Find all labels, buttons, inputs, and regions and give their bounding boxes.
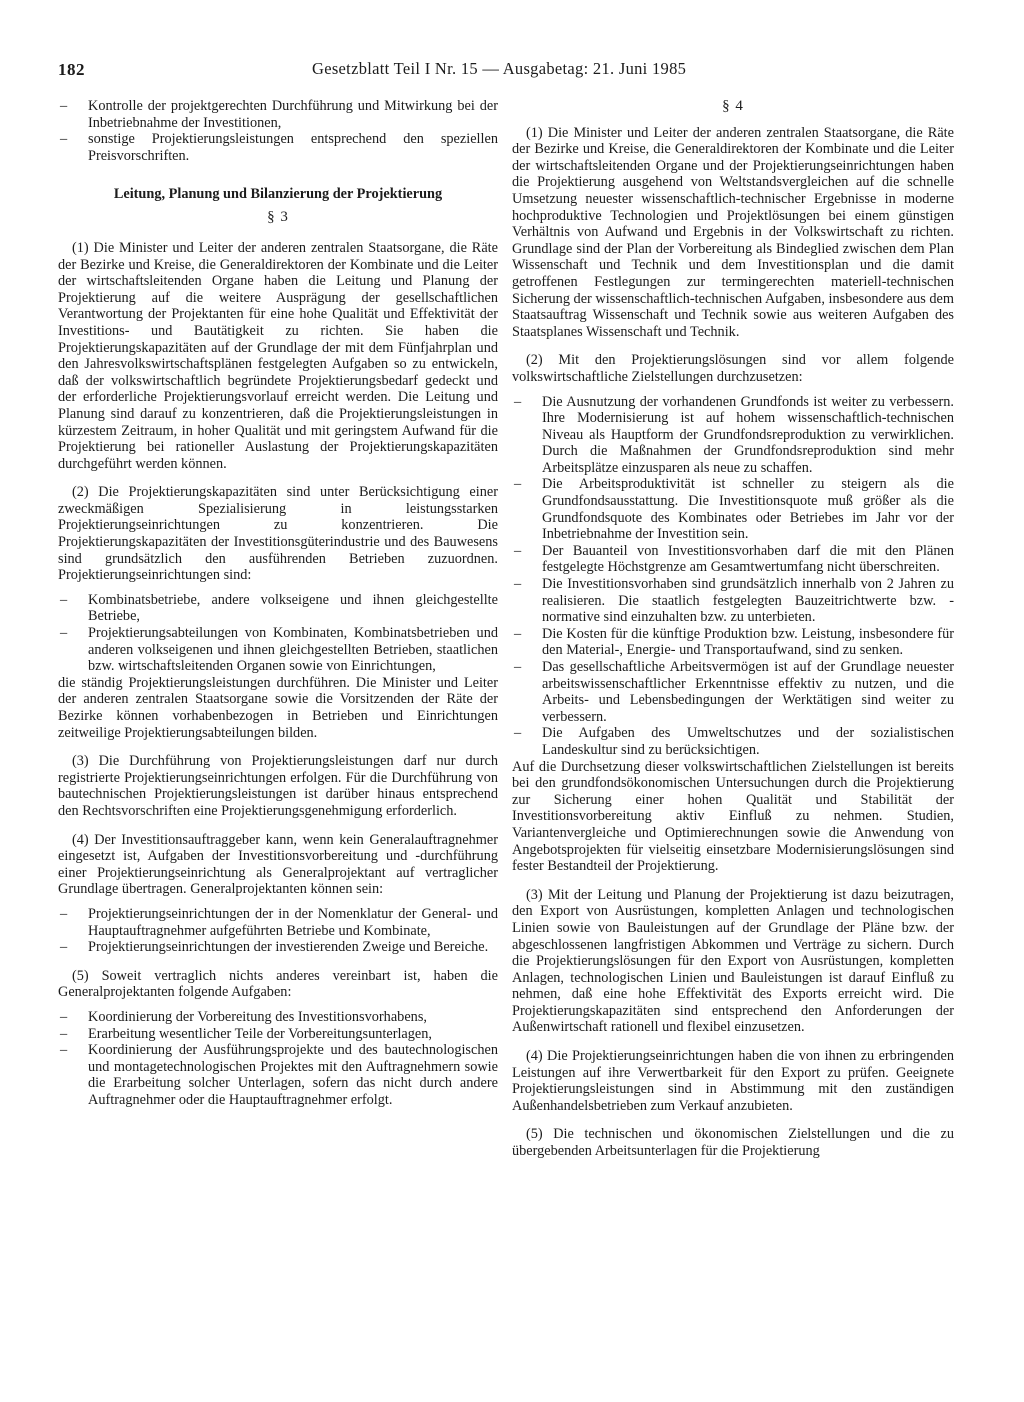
list-3-4 — [58, 906, 498, 956]
paragraph-4-2: (2) Mit den Projektierungslösungen sind vor allem folgende volkswirtschaftliche Zielstellungen durchzusetzen: — [512, 352, 954, 385]
section-number: § 4 — [722, 98, 744, 114]
section-heading: Leitung, Planung und Bilanzierung der Projektierung — [113, 186, 443, 203]
paragraph-3-3: (3) Die Durchführung von Projektierungsleistungen darf nur durch registrierte Projektierungseinrichtungen erfolgen. Für die Durchführung von bautechnischen Projektierungsleistungen ist darüber hinaus entsprechend den Rechtsvorschriften eine Projektierungsgenehmigung erforderlich. — [58, 753, 498, 819]
list-item: – Erarbeitung wesentlicher Teile der Vorbereitungsunterlagen, — [58, 1026, 498, 1043]
paragraph-3-2-cont: die ständig Projektierungsleistungen durchführen. Die Minister und Leiter der anderen zentralen Staatsorgane sowie die Vorsitzenden der Räte der Bezirke können vorhabenbezogen in Betrieben und Einrichtungen zeitweilige Projektierungsabteilungen bilden. — [58, 674, 498, 741]
paragraph-4-3: (3) Mit der Leitung und Planung der Projektierung ist dazu beizutragen, den Export von Ausrüstungen, kompletten Anlagen und technologischen Linien sowie von Bauleistungen auf der Grundlage der Pläne bzw. der abgeschlossenen langfristigen Abkommen und Verträge zu sichern. Durch die Projektierungslösungen für den Export von Ausrüstungen, kompletten Anlagen, technologischen Linien und Bauleistungen ist darauf Einfluß zu nehmen, daß eine hohe Effektivität des Exports erreicht wird. Die Projektierungskapazitäten sind entsprechend den Anforderungen der Außenwirtschaft rationell und flexibel einzusetzen. — [512, 886, 954, 1036]
list-item: – Die Kosten für die künftige Produktion bzw. Leistung, insbesondere für den Material-, Energie- und Transportaufwand, sind zu senken. — [512, 626, 954, 659]
list-item: – Das gesellschaftliche Arbeitsvermögen ist auf der Grundlage neuester arbeitswissenschaftlicher Erkenntnisse effektiv zu nutzen, und die Arbeits- und Lebensbedingungen der Werktätigen sind weiter zu verbessern. — [512, 659, 954, 725]
top-list — [58, 98, 498, 164]
paragraph-3-1: (1) Die Minister und Leiter der anderen zentralen Staatsorgane, die Räte der Bezirke und Kreise, die Generaldirektoren der Kombinate und die Leiter der wirtschaftsleitenden Organe haben die Leitung und Planung der Projektierung auf die weitere Ausprägung der gesellschaftlichen Verantwortung der Projektanten für eine hohe Qualität und Effektivität der Investitions- und Bautätigkeit zu richten. Sie haben die Projektierungskapazitäten auf der Grundlage der mit dem Fünfjahrplan und den Jahresvolkswirtschaftsplänen festgelegten Aufgaben so zu entwickeln, daß der volkswirtschaftlich begründete Projektierungsbedarf gedeckt und der erforderliche Projektierungsvorlauf erreicht werden. Die Leitung und Planung sind darauf zu konzentrieren, daß die Projektierungsleistungen in kürzestem Zeitraum, in hoher Qualität und mit geringstem Aufwand für die Projektierung bei rationeller Auslastung der Projektierungskapazitäten durchgeführt werden können. — [58, 239, 498, 472]
right-column — [512, 98, 954, 1172]
paragraph-4-5: (5) Die technischen und ökonomischen Zielstellungen und die zu übergebenden Arbeitsunterlagen für die Projektierung — [512, 1126, 954, 1160]
list-item: – Koordinierung der Ausführungsprojekte und des bautechnologischen und montagetechnologischen Projektes mit den Auftragnehmern sowie die Erarbeitung solcher Unterlagen, sofern das nicht durch andere Auftragnehmer oder die Hauptauftragnehmer erfolgt. — [58, 1042, 498, 1108]
list-3-5 — [58, 1009, 498, 1109]
list-item: – Kontrolle der projektgerechten Durchführung und Mitwirkung bei der Inbetriebnahme der Investitionen, — [58, 98, 498, 131]
list-item: – Projektierungseinrichtungen der in der Nomenklatur der General- und Hauptauftragnehmer aufgeführten Betriebe und Kombinate, — [58, 906, 498, 939]
list-item: – Projektierungsabteilungen von Kombinaten, Kombinatsbetrieben und anderen volkseigenen und ihnen gleichgestellten Betrieben, staatlichen bzw. wirtschaftsleitenden Organen sowie von Einrichtungen, — [58, 625, 498, 675]
list-item: – Die Investitionsvorhaben sind grundsätzlich innerhalb von 2 Jahren zu realisieren. Die staatlich festgelegten Bauzeitrichtwerte bzw. -normative sind einzuhalten bzw. zu unterbieten. — [512, 576, 954, 626]
list-item: – Die Arbeitsproduktivität ist schneller zu steigern als die Grundfondsausstattung. Die Investitionsquote muß größer als die Grundfondsquote des Kombinates oder Betriebes im Jahr vor der Inbetriebnahme der Investition sein. — [512, 476, 954, 542]
list-item: – Koordinierung der Vorbereitung des Investitionsvorhabens, — [58, 1009, 498, 1026]
list-4-2 — [512, 394, 954, 759]
list-item: – Die Aufgaben des Umweltschutzes und der sozialistischen Landeskultur sind zu berücksichtigen. — [512, 725, 954, 758]
paragraph-3-2: (2) Die Projektierungskapazitäten sind unter Berücksichtigung einer zweckmäßigen Spezialisierung in leistungsstarken Projektierungseinrichtungen zu konzentrieren. Die Projektierungskapazitäten der Investitionsgüterindustrie und des Bauwesens sind grundsätzlich den ausführenden Betrieben zuzuordnen. Projektierungseinrichtungen sind: — [58, 484, 498, 584]
section-number: § 3 — [267, 209, 289, 226]
list-item: – Projektierungseinrichtungen der investierenden Zweige und Bereiche. — [58, 939, 498, 956]
gazette-header: Gesetzblatt Teil I Nr. 15 — Ausgabetag: 21. Juni 1985 — [312, 59, 687, 78]
list-item: – sonstige Projektierungsleistungen entsprechend den speziellen Preisvorschriften. — [58, 131, 498, 164]
list-item: – Kombinatsbetriebe, andere volkseigene und ihnen gleichgestellte Betriebe, — [58, 592, 498, 625]
paragraph-3-4: (4) Der Investitionsauftraggeber kann, wenn kein Generalauftragnehmer eingesetzt ist, Aufgaben der Investitionsvorbereitung und -durchführung einer Projektierungseinrichtung als Generalprojektant auf vertraglicher Grundlage übertragen. Generalprojektanten können sein: — [58, 831, 498, 898]
list-3-2 — [58, 592, 498, 675]
paragraph-4-1: (1) Die Minister und Leiter der anderen zentralen Staatsorgane, die Räte der Bezirke und Kreise, die Generaldirektoren der Kombinate und die Leiter der wirtschaftsleitenden Organe und der Projektierungseinrichtungen haben die Projektierung ausgehend von Weltstandsvergleichen auf die schnelle Umsetzung neuester wissenschaftlich-technischer Ergebnisse in moderne hochproduktive Technologien und Projektlösungen bei einem günstigen Verhältnis von Aufwand und Ergebnis in der Volkswirtschaft zu richten. Grundlage sind der Plan der Vorbereitung als Bindeglied zwischen dem Plan Wissenschaft und Technik und dem Investitionsplan und die damit getroffenen Festlegungen zur termingerechten materiell-technischen Sicherung der wissenschaftlich-technischen Aufgaben, insbesondere aus dem Staatsauftrag Wissenschaft und Technik sowie aus weiteren Aufgaben des Staatsplanes Wissenschaft und Technik. — [512, 124, 954, 340]
paragraph-4-2-cont: Auf die Durchsetzung dieser volkswirtschaftlichen Zielstellungen ist bereits bei den grundfondsökonomischen Untersuchungen durch die Projektierung zur Sicherung einer hohen Qualität und Stabilität der Investitionsvorbereitung aktiv Einfluß zu nehmen. Studien, Variantenvergleiche und Optimierechnungen sowie die Anwendung von Angebotsprojekten für vielseitig einsetzbare Modernisierungslösungen sind fester Bestandteil der Projektierung. — [512, 758, 954, 875]
page-number: 182 — [58, 60, 85, 79]
list-item: – Die Ausnutzung der vorhandenen Grundfonds ist weiter zu verbessern. Ihre Modernisierung ist auf hohem wissenschaftlich-technischen Niveau als Hauptform der Grundfondsreproduktion zu verwirklichen. Durch die Maßnahmen der Grundfondsreproduktion sind mehr Arbeitsplätze einzusparen als neue zu schaffen. — [512, 394, 954, 477]
paragraph-3-5: (5) Soweit vertraglich nichts anderes vereinbart ist, haben die Generalprojektanten folgende Aufgaben: — [58, 967, 498, 1001]
paragraph-4-4: (4) Die Projektierungseinrichtungen haben die von ihnen zu erbringenden Leistungen auf ihre Verwertbarkeit für den Export zu prüfen. Geeignete Projektierungsleistungen sind in Abstimmung mit den zuständigen Außenhandelsbetrieben zum Verkauf anzubieten. — [512, 1048, 954, 1114]
left-column — [58, 98, 498, 1120]
list-item: – Der Bauanteil von Investitionsvorhaben darf die mit den Plänen festgelegte Höchstgrenze am Gesamtwertumfang nicht überschreiten. — [512, 543, 954, 576]
